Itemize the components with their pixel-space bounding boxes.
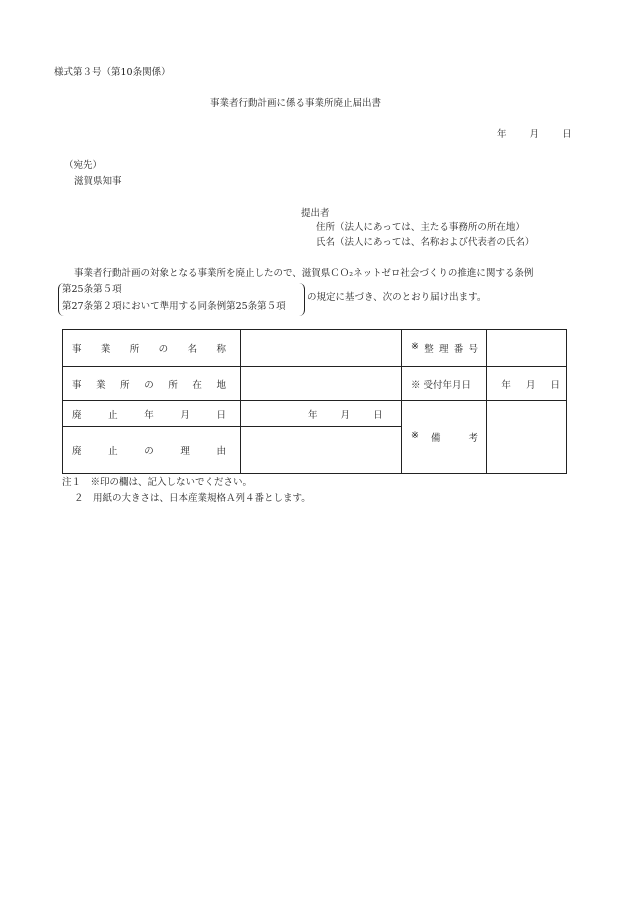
label-abolition-reason: 廃 止 の 理 由 [63,427,241,474]
note-2: ２ 用紙の大きさは、日本産業規格Ａ列４番とします。 [74,493,311,504]
form-number: 様式第３号（第10条関係） [54,67,171,78]
date-line [497,130,572,140]
office-name-field[interactable] [241,330,402,367]
note-1: 注１ ※印の欄は、記入しないでください。 [62,477,253,488]
option-1: 第25条第５項 [62,284,122,295]
abolition-reason-field[interactable] [241,427,402,474]
submitter-address: 住所（法人にあっては、主たる事務所の所在地） [316,222,525,233]
label-office-name: 事 業 所 の 名 称 [63,330,241,367]
addressee-prefix: （宛先） [64,160,103,171]
table-row [63,330,567,367]
remarks-field[interactable] [487,401,567,474]
document-title: 事業者行動計画に係る事業所廃止届出書 [210,98,382,109]
body-text-tail: の規定に基づき、次のとおり届け出ます。 [307,292,487,303]
label-abolition-date: 廃 止 年 月 日 [63,401,241,427]
option-2: 第27条第２項において準用する同条例第25条第５項 [62,301,286,312]
date-month: 月 [529,129,540,140]
form-table [62,329,567,474]
label-seiri-number: ※ 整 理 番 号 [402,330,487,367]
label-received-date: ※ 受付年月日 [402,367,487,401]
date-day: 日 [562,129,572,140]
submitter-label: 提出者 [301,208,330,219]
table-row [63,401,567,427]
abolition-date-field[interactable]: 年 月 日 [241,401,402,427]
body-text-line1: 事業者行動計画の対象となる事業所を廃止したので、滋賀県ＣＯ₂ネットゼロ社会づくりの推進に関する条例 [74,268,534,279]
addressee-name: 滋賀県知事 [74,176,122,187]
label-remarks: ※ 備 考 [402,401,487,474]
date-year: 年 [497,129,507,140]
seiri-number-field[interactable] [487,330,567,367]
table-row [63,367,567,401]
label-office-location: 事 業 所 の 所 在 地 [63,367,241,401]
office-location-field[interactable] [241,367,402,401]
submitter-name: 氏名（法人にあっては、名称および代表者の氏名） [316,237,535,248]
received-date-field[interactable]: 年 月 日 [487,367,567,401]
